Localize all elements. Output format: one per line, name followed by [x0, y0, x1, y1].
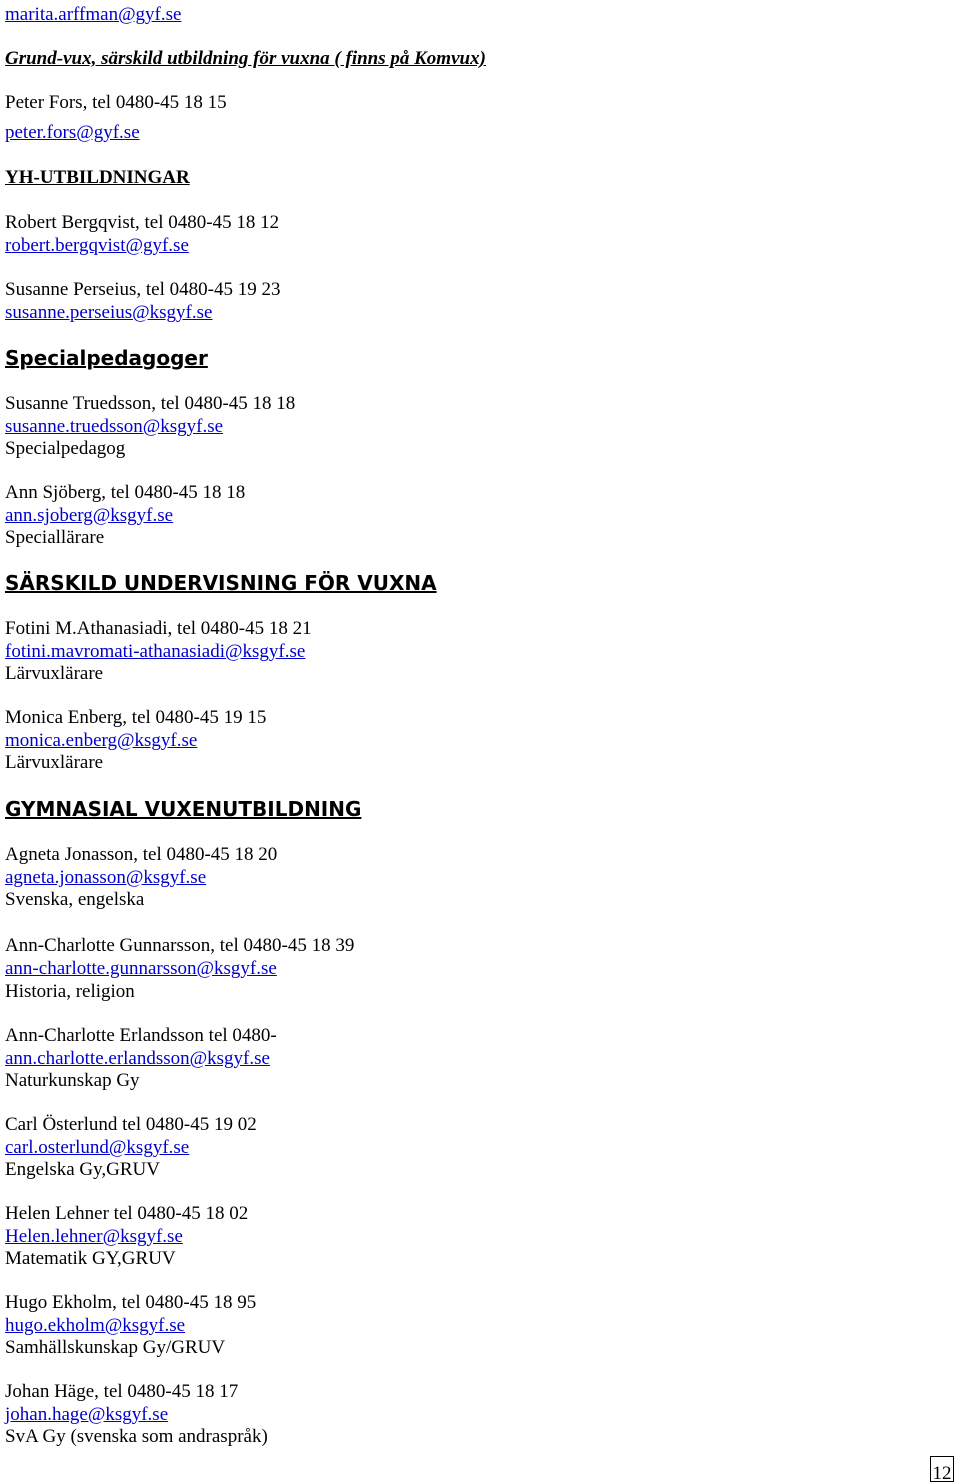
contact-name: Ann-Charlotte Gunnarsson, tel 0480-45 18 39 [5, 935, 355, 956]
email-link[interactable]: susanne.perseius@ksgyf.se [5, 302, 213, 323]
contact-name: Fotini M.Athanasiadi, tel 0480-45 18 21 [5, 618, 312, 639]
email-link[interactable]: ann.sjoberg@ksgyf.se [5, 505, 174, 526]
contact-name: Peter Fors, tel 0480-45 18 15 [5, 92, 227, 113]
email-link[interactable]: johan.hage@ksgyf.se [5, 1404, 169, 1425]
contact-role: Svenska, engelska [5, 889, 145, 910]
contact-role: Lärvuxlärare [5, 663, 104, 684]
email-link[interactable]: susanne.truedsson@ksgyf.se [5, 416, 224, 437]
email-link[interactable]: Helen.lehner@ksgyf.se [5, 1226, 183, 1247]
contact-role: Historia, religion [5, 981, 135, 1002]
section-heading: Grund-vux, särskild utbildning för vuxna ( finns på Komvux) [5, 48, 486, 69]
email-link[interactable]: ann.charlotte.erlandsson@ksgyf.se [5, 1048, 270, 1069]
contact-role: Specialpedagog [5, 438, 126, 459]
contact-role: SvA Gy (svenska som andraspråk) [5, 1426, 268, 1447]
contact-role: Samhällskunskap Gy/GRUV [5, 1337, 226, 1358]
contact-name: Susanne Perseius, tel 0480-45 19 23 [5, 279, 281, 300]
contact-role: Matematik GY,GRUV [5, 1248, 176, 1269]
email-link[interactable]: hugo.ekholm@ksgyf.se [5, 1315, 186, 1336]
contact-name: Robert Bergqvist, tel 0480-45 18 12 [5, 212, 280, 233]
contact-role: Speciallärare [5, 527, 105, 548]
contact-role: Naturkunskap Gy [5, 1070, 140, 1091]
contact-name: Monica Enberg, tel 0480-45 19 15 [5, 707, 267, 728]
contact-name: Hugo Ekholm, tel 0480-45 18 95 [5, 1292, 257, 1313]
email-link[interactable]: monica.enberg@ksgyf.se [5, 730, 198, 751]
section-heading: SÄRSKILD UNDERVISNING FÖR VUXNA [5, 571, 437, 595]
contact-name: Agneta Jonasson, tel 0480-45 18 20 [5, 844, 278, 865]
email-link[interactable]: agneta.jonasson@ksgyf.se [5, 867, 207, 888]
email-link[interactable]: peter.fors@gyf.se [5, 122, 140, 143]
contact-name: Carl Österlund tel 0480-45 19 02 [5, 1114, 257, 1135]
contact-name: Ann-Charlotte Erlandsson tel 0480- [5, 1025, 277, 1046]
email-link[interactable]: ann-charlotte.gunnarsson@ksgyf.se [5, 958, 277, 979]
email-link[interactable]: marita.arffman@gyf.se [5, 4, 182, 25]
email-link[interactable]: carl.osterlund@ksgyf.se [5, 1137, 190, 1158]
section-heading: GYMNASIAL VUXENUTBILDNING [5, 797, 362, 821]
section-heading: YH-UTBILDNINGAR [5, 167, 190, 188]
page-number: 12 [930, 1456, 954, 1482]
email-link[interactable]: robert.bergqvist@gyf.se [5, 235, 189, 256]
contact-role: Engelska Gy,GRUV [5, 1159, 160, 1180]
contact-name: Susanne Truedsson, tel 0480-45 18 18 [5, 393, 296, 414]
contact-name: Johan Häge, tel 0480-45 18 17 [5, 1381, 239, 1402]
section-heading: Specialpedagoger [5, 346, 208, 370]
email-link[interactable]: fotini.mavromati-athanasiadi@ksgyf.se [5, 641, 306, 662]
contact-role: Lärvuxlärare [5, 752, 104, 773]
contact-name: Ann Sjöberg, tel 0480-45 18 18 [5, 482, 246, 503]
contact-name: Helen Lehner tel 0480-45 18 02 [5, 1203, 249, 1224]
